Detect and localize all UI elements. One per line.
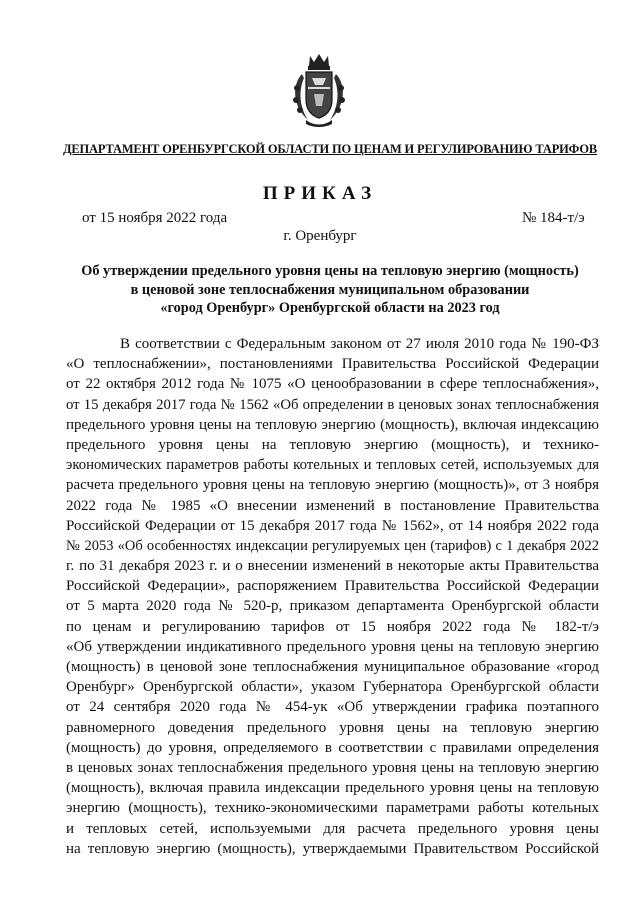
body-line: «Об утверждении индикативного предельного уровня цены на тепловую энергию (66, 638, 599, 655)
body-line: Оренбург» Оренбургской области», указом Губернатора Оренбургской области (66, 679, 599, 696)
body-line: (мощность) в ценовой зоне теплоснабжения муниципальное образование «город (66, 659, 599, 675)
body-line: предельного уровня цены на тепловую энергию (мощность), включая индексацию (66, 416, 599, 433)
body-line: в ценовых зонах теплоснабжения предельного уровня цены на тепловую энергию (66, 759, 599, 776)
body-line: Российской Федерации», распоряжением Правительства Российской Федерации (66, 578, 599, 595)
body-line: расчета предельного уровня цены на тепловую энергию (мощность)», от 3 ноября (66, 477, 599, 494)
body-line: равномерного доведения предельного уровня цены на тепловую энергию (66, 719, 599, 736)
body-line: на тепловую энергию (мощность), утверждаемыми Правительством Российской (66, 840, 599, 857)
body-line: Российской Федерации от 15 декабря 2017 года № 1562», от 14 ноября 2022 года (66, 517, 599, 534)
body-line: В соответствии с Федеральным законом от 27 июля 2010 года № 190-ФЗ (120, 336, 599, 352)
body-line: от 5 марта 2020 года № 520-р, приказом департамента Оренбургской области (66, 598, 599, 615)
body-line: № 2053 «Об особенностях индексации регулируемых цен (тарифов) с 1 декабря 2022 (66, 537, 599, 554)
body-line: экономических параметров работы котельных и тепловых сетей, используемых для (66, 457, 599, 474)
order-subject (60, 262, 600, 318)
order-date: от 15 ноября 2022 года (82, 210, 228, 226)
body-line: от 24 сентября 2020 года № 454-ук «Об утверждении графика поэтапного (66, 699, 599, 716)
body-line: и тепловых сетей, используемыми для расчета предельного уровня цены (66, 820, 599, 837)
body-line: от 22 октября 2012 года № 1075 «О ценообразовании в сфере теплоснабжения», (66, 376, 599, 393)
body-line: по ценам и регулированию тарифов от 15 ноября 2022 года № 182-т/э (66, 618, 599, 635)
subject-line: в ценовой зоне теплоснабжения муниципальном образовании (130, 281, 530, 298)
body-line: «О теплоснабжении», постановлениями Правительства Российской Федерации (66, 356, 599, 373)
subject-line: Об утверждении предельного уровня цены на тепловую энергию (мощность) (81, 263, 579, 279)
body-line: от 15 декабря 2017 года № 1562 «Об определении в ценовых зонах теплоснабжения (66, 396, 599, 413)
order-body-text (66, 334, 599, 859)
subject-line: «город Оренбург» Оренбургской области на 2023 год (160, 300, 500, 316)
body-line: (мощность) до уровня, определяемого в соответствии с правилами определения (66, 739, 599, 756)
body-line: 2022 года № 1985 «О внесении изменений в постановление Правительства (66, 497, 599, 514)
body-line: (мощность), включая правила индексации предельного уровня цены на тепловую (66, 780, 599, 797)
document-type-title: ПРИКАЗ (262, 183, 378, 204)
body-line: энергию (мощность), технико-экономическими параметрами работы котельных (66, 800, 599, 817)
body-line: г. по 31 декабря 2023 г. и о внесении изменений в некоторые акты Правительства (66, 558, 599, 575)
body-line: предельного уровня цены на тепловую энергию (мощность), и технико- (66, 436, 599, 453)
department-name: ДЕПАРТАМЕНТ ОРЕНБУРГСКОЙ ОБЛАСТИ ПО ЦЕНАМ И РЕГУЛИРОВАНИЮ ТАРИФОВ (62, 142, 598, 156)
coat-of-arms-emblem (288, 52, 350, 128)
order-number: № 184-т/э (522, 210, 585, 226)
order-city: г. Оренбург (283, 228, 357, 244)
